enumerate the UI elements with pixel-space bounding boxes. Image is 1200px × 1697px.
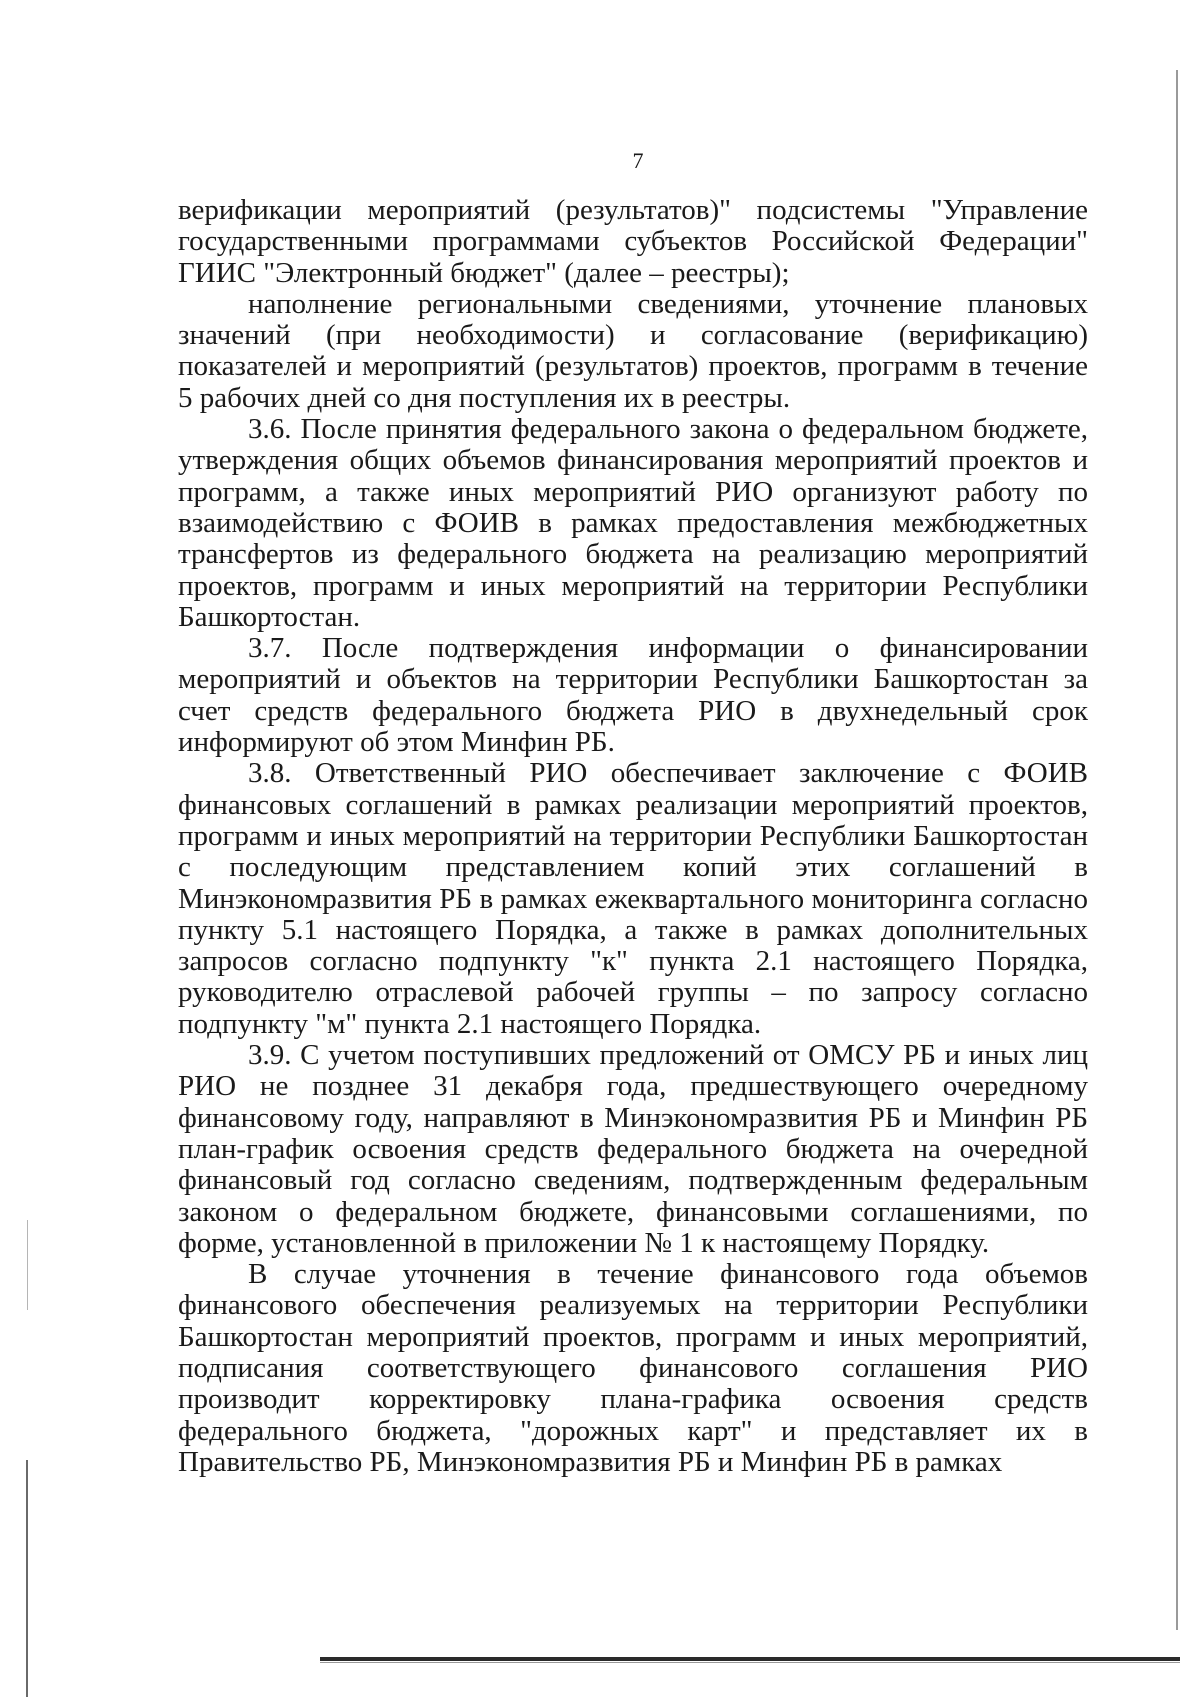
paragraph-3-7: 3.7. После подтверждения информации о финансировании мероприятий и объектов на территории Республики Башкортостан за счет средств федерального бюджета РИО в двухнедельный срок информируют об этом Минфин РБ.	[178, 632, 1088, 759]
paragraph-3-8: 3.8. Ответственный РИО обеспечивает заключение с ФОИВ финансовых соглашений в рамках реализации мероприятий проектов, программ и иных мероприятий на территории Республики Башкортостан с последующим представлением копий этих соглашений в Минэкономразвития РБ в рамках ежеквартального мониторинга согласно пункту 5.1 настоящего Порядка, а также в рамках дополнительных запросов согласно подпункту "к" пункта 2.1 настоящего Порядка, руководителю отраслевой рабочей группы – по запросу согласно подпункту "м" пункта 2.1 настоящего Порядка.	[178, 757, 1088, 1040]
scan-edge-left-mid	[27, 1220, 28, 1310]
document-body	[178, 195, 1088, 1478]
paragraph-registries-continuation: верификации мероприятий (результатов)" подсистемы "Управление государственными программами субъектов Российской Федерации" ГИИС "Электронный бюджет" (далее – реестры);	[178, 194, 1088, 289]
scan-edge-left-bottom	[26, 1460, 28, 1697]
paragraph-3-9: 3.9. С учетом поступивших предложений от ОМСУ РБ и иных лиц РИО не позднее 31 декабря года, предшествующего очередному финансовому году, направляют в Минэкономразвития РБ и Минфин РБ план-график освоения средств федерального бюджета на очередной финансовый год согласно сведениям, подтвержденным федеральным законом о федеральном бюджете, финансовыми соглашениями, по форме, установленной в приложении № 1 к настоящему Порядку.	[178, 1039, 1088, 1259]
paragraph-adjustment: В случае уточнения в течение финансового года объемов финансового обеспечения реализуемых на территории Республики Башкортостан мероприятий проектов, программ и иных мероприятий, подписания соответствующего финансового соглашения РИО производит корректировку плана-графика освоения средств федерального бюджета, "дорожных карт" и представляет их в Правительство РБ, Минэкономразвития РБ и Минфин РБ в рамках	[178, 1258, 1088, 1478]
scan-edge-right	[1176, 70, 1178, 1630]
paragraph-3-6: 3.6. После принятия федерального закона о федеральном бюджете, утверждения общих объемов финансирования мероприятий проектов и программ, а также иных мероприятий РИО организуют работу по взаимодействию с ФОИВ в рамках предоставления межбюджетных трансфертов из федерального бюджета на реализацию мероприятий проектов, программ и иных мероприятий на территории Республики Башкортостан.	[178, 413, 1088, 633]
scan-edge-bottom-thin	[320, 1662, 1180, 1663]
scan-edge-bottom	[320, 1657, 1180, 1661]
paragraph-regional-data: наполнение региональными сведениями, уточнение плановых значений (при необходимости) и согласование (верификацию) показателей и мероприятий (результатов) проектов, программ в течение 5 рабочих дней со дня поступления их в реестры.	[178, 287, 1088, 414]
page-number: 7	[632, 148, 644, 173]
